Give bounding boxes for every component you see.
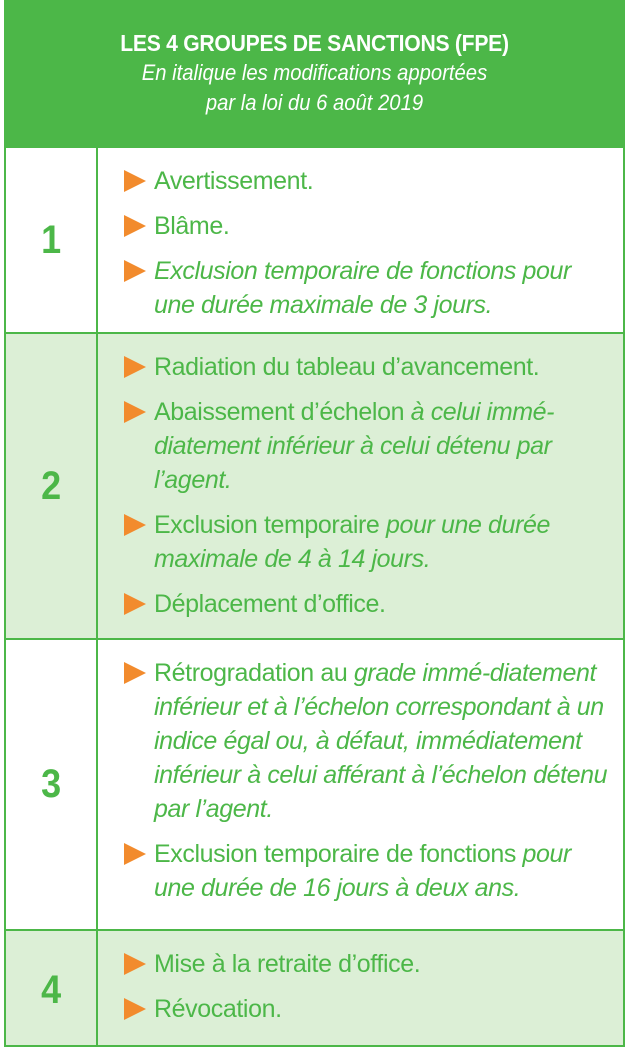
group-items [98, 640, 623, 929]
table-title: LES 4 GROUPES DE SANCTIONS (FPE) [120, 30, 509, 56]
sanction-text: Abaissement d’échelon [154, 398, 411, 426]
orange-triangle-arrow-icon [124, 356, 146, 378]
group-number: 2 [40, 463, 62, 508]
group-number-cell [6, 931, 98, 1047]
orange-triangle-arrow-icon [124, 662, 146, 684]
sanction-text: Révocation. [154, 995, 282, 1023]
group-row-2 [6, 332, 623, 638]
sanction-text: Avertissement. [154, 167, 314, 195]
group-row-3 [6, 638, 623, 929]
orange-triangle-arrow-icon [124, 401, 146, 423]
orange-triangle-arrow-icon [124, 215, 146, 237]
group-number-cell [6, 334, 98, 638]
sanction-text-italic: pour une durée de 16 jours à deux ans. [154, 840, 571, 902]
sanction-text: Déplacement d’office. [154, 590, 386, 618]
orange-triangle-arrow-icon [124, 953, 146, 975]
orange-triangle-arrow-icon [124, 170, 146, 192]
group-number-cell [6, 640, 98, 929]
table-subtitle-line-1: En italique les modifications apportées [141, 60, 488, 85]
sanction-item [122, 587, 611, 621]
sanctions-table [4, 0, 625, 1047]
sanction-item [122, 254, 611, 322]
sanction-text: Mise à la retraite d’office. [154, 950, 421, 978]
sanction-item [122, 508, 611, 576]
sanction-item [122, 992, 611, 1026]
sanction-text-italic: pour une durée maximale de 4 à 14 jours. [154, 511, 550, 573]
sanction-item [122, 947, 611, 981]
group-row-4 [6, 929, 623, 1047]
sanction-item [122, 209, 611, 243]
sanction-text: Exclusion temporaire de fonctions [154, 840, 523, 868]
orange-triangle-arrow-icon [124, 593, 146, 615]
group-items [98, 148, 623, 332]
sanction-text: Exclusion temporaire [154, 511, 386, 539]
sanction-text-italic: Exclusion temporaire de fonctions pour une durée maximale de 3 jours. [154, 257, 571, 319]
group-items [98, 334, 623, 638]
sanction-item [122, 395, 611, 497]
group-number: 3 [40, 762, 62, 806]
orange-triangle-arrow-icon [124, 998, 146, 1020]
sanction-text-italic: à celui immé-diatement inférieur à celui détenu par l’agent. [154, 398, 555, 494]
table-subtitle-line-2: par la loi du 6 août 2019 [205, 90, 424, 115]
table-header [6, 2, 623, 146]
sanction-text: Blâme. [154, 212, 230, 240]
sanction-item [122, 837, 611, 905]
group-items [98, 931, 623, 1047]
group-number-cell [6, 148, 98, 332]
orange-triangle-arrow-icon [124, 514, 146, 536]
sanction-item [122, 350, 611, 384]
sanction-item [122, 656, 611, 826]
sanction-text: Radiation du tableau d’avancement. [154, 353, 540, 381]
orange-triangle-arrow-icon [124, 260, 146, 282]
sanction-text: Rétrogradation au [154, 659, 354, 687]
sanction-text-italic: grade immé-diatement inférieur et à l’échelon correspondant à un indice égal ou, à défaut, immédiatement inférieur à celui afférant à l’échelon détenu par l’agent. [154, 659, 608, 823]
group-number: 1 [40, 217, 62, 262]
sanction-item [122, 164, 611, 198]
group-number: 4 [40, 967, 62, 1012]
group-row-1 [6, 146, 623, 332]
orange-triangle-arrow-icon [124, 843, 146, 865]
